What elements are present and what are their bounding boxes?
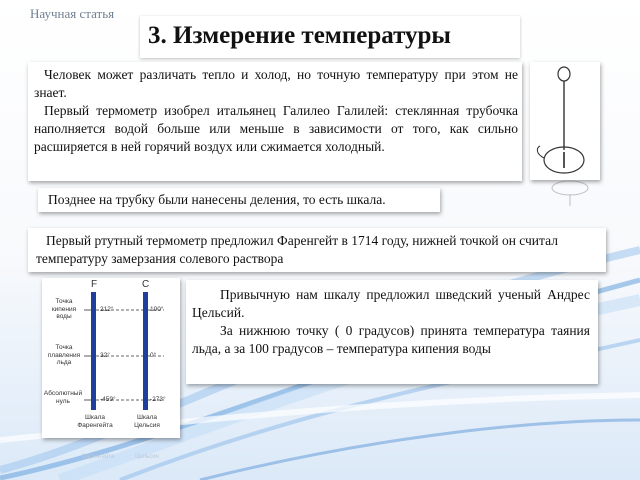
fahrenheit-header: F xyxy=(91,279,98,290)
boiling-point-label: Точка кипения воды xyxy=(51,298,77,320)
fahrenheit-boiling-value: 212° xyxy=(100,306,114,313)
fahrenheit-textbox xyxy=(28,228,606,272)
celsius-textbox xyxy=(186,280,598,384)
melting-point-label: Точка плавления льда xyxy=(47,344,81,366)
fahrenheit-scale-caption: Шкала Фаренгейта xyxy=(77,414,113,429)
celsius-caption-reflection: Цельсия xyxy=(135,454,159,460)
intro-textbox xyxy=(28,62,522,181)
scale-note-text: Позднее на трубку были нанесены деления, то есть шкала. xyxy=(48,192,386,207)
fahrenheit-note-text: Первый ртутный термометр предложил Фаренгейт в 1714 году, нижней точкой он считал температуру замерзания солевого раствора xyxy=(36,233,558,266)
scale-note-textbox xyxy=(38,188,440,212)
celsius-header: C xyxy=(142,279,150,290)
celsius-melting-value: 0° xyxy=(150,352,157,359)
title-box xyxy=(140,16,520,58)
absolute-zero-label: Абсолютный нуль xyxy=(43,390,83,405)
fahrenheit-melting-value: 32° xyxy=(100,352,110,359)
slide-title: 3. Измерение температуры xyxy=(148,22,451,49)
temperature-scales-figure xyxy=(42,278,180,438)
galileo-thermometer-photo xyxy=(530,62,600,180)
section-label: Научная статья xyxy=(30,6,115,21)
fahrenheit-caption-reflection: Фаренгейта xyxy=(81,454,115,460)
celsius-paragraph-1: Привычную нам шкалу предложил шведский ученый Андрес Цельсий. xyxy=(192,287,590,320)
celsius-zero-value: -273° xyxy=(150,396,166,403)
photo-reflection xyxy=(548,180,592,206)
celsius-boiling-value: 100° xyxy=(150,306,164,313)
fahrenheit-thermometer-tube xyxy=(91,292,96,410)
intro-paragraph-2: Первый термометр изобрел итальянец Галилео Галилей: стеклянная трубочка наполняется водой больше или меньше в зависимости от того, как сильно расширяется в ней горячий воздух или сжимается холодный. xyxy=(34,103,518,154)
celsius-scale-caption: Шкала Цельсия xyxy=(134,414,160,429)
intro-paragraph-1: Человек может различать тепло и холод, но точную температуру при этом не знает. xyxy=(34,67,518,100)
celsius-paragraph-2: За нижнюю точку ( 0 градусов) принята температура таяния льда, а за 100 градусов – температура кипения воды xyxy=(192,323,590,356)
celsius-thermometer-tube xyxy=(143,292,148,410)
fahrenheit-zero-value: -459° xyxy=(100,396,116,403)
